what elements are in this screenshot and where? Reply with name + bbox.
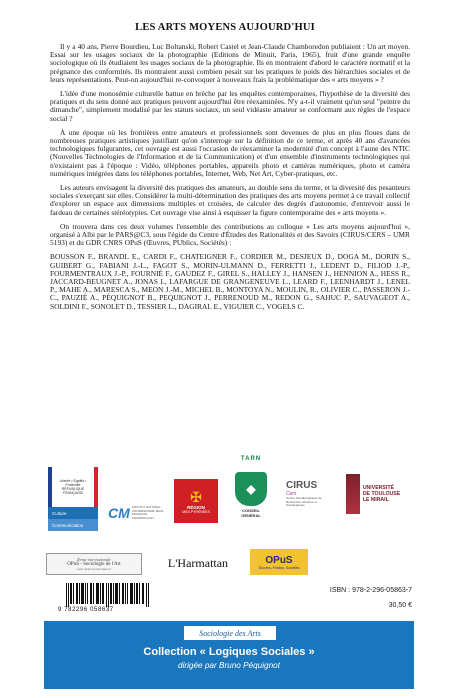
series-label: Sociologie des Arts: [199, 628, 261, 638]
rf-name: RÉPUBLIQUE FRANÇAISE: [61, 487, 85, 495]
harmattan-logo: [158, 551, 238, 575]
ut2-line3: LE MIRAIL: [362, 497, 389, 503]
region-midi-pyrenees-logo: [174, 479, 218, 523]
universite-toulouse-logo: [342, 469, 404, 519]
opus-sub: Œuvres, Publics, Sociétés: [258, 565, 300, 570]
region-line2: MIDI-PYRÉNÉES: [182, 509, 210, 514]
cirus-logo: [284, 471, 336, 517]
ut2-line1: UNIVERSITÉ: [362, 485, 394, 491]
conseil-line2: GÉNÉRAL: [241, 513, 261, 518]
revue-line2: OPuS - Sociologie de l'Art: [67, 562, 121, 567]
collection-name: Collection « Logiques Sociales »: [143, 646, 315, 658]
cirus-desc: Centre Interdisciplinaire de Recherche Urbaines et Sociologiques: [286, 496, 322, 508]
rf-motto: Liberté • Égalité • Fraternité: [59, 479, 87, 487]
institut-mark: CM: [108, 505, 130, 521]
opus-logo: [250, 549, 308, 575]
republique-francaise-logo: [48, 467, 98, 507]
conseil-line1: CONSEIL: [242, 508, 260, 513]
price: 30,50 €: [388, 602, 412, 609]
paragraph-ntic: À une époque où les frontières entre amateurs et professionnels sont devenues de plus en plus floues dans de nombreuses pratiques artistiques justifiant qu'on s'interroge sur la définition de ce terme, et après 40 ans d'avancées technologiques fulgurantes, cet ouvrage est aussi l'occasion de réexaminer la modernité d'un concept à l'aune des NTIC (Nouvelles Technologies de l'Information et de la Communication) et d'un ensemble d'instruments technologiques qui n'existaient pas à l'époque : Vidéo, téléphones portables, appareils photo et caméras numériques, photo et caméra numériques intégrées dans les téléphones portables, Internet, Web, Net Art, Cyber-pratiques, etc.: [50, 127, 410, 178]
barcode-bars: [66, 583, 150, 607]
authors-list: BOUSSON F., BRANDL E., CARDI F., CHATEIGNER F., CORDIER M., DESJEUX D., DOGA M., DORIN S., GUIBERT G., FABIANI J.-L., FAGOT S., MORIN-ULMANN D., FERRETTI J., LEDENT D., FILIOD J.-P., FOURMENTRAUX J.-P., FOURNIÉ F., GAUDEZ F., GIREL S., HALLEY J., HANSEN J., HENNION A., HESS R., JACCARD-BEUGNET A., JONAS I., LAFARGUE DE GRANGENEUVE L., LEARD F., LEENHARDT J., LENEL P., MAHE A., MARESCA S., MEON J.-M., MICHEL B., MONTOYA N., MOULIN, R., OLIVIER C., PASSERON J.-C., PAUZIÉ A., PÉQUIGNOT B., PEQUIGNOT J., PERRENOUD M., REDON G., SAHUC P., SAUVAGEOT A., SOLDINI F., SONOLET D., TESSIER L., DAGIRAL E., VIGUIER C., VOGELS C.: [50, 252, 410, 311]
tarn-label: TARN: [240, 456, 262, 462]
occitan-cross-icon: ✠: [190, 488, 202, 505]
culture-bar: Culture: [48, 507, 98, 519]
series-label-box: [184, 626, 276, 640]
book-title: LES ARTS MOYENS AUJOURD'HUI: [135, 22, 315, 33]
collection-director: dirigée par Bruno Péquignot: [178, 661, 280, 670]
communication-bar: Communication: [48, 519, 98, 531]
conseil-general-tarn-logo: [228, 465, 274, 525]
region-line1: RÉGION: [187, 504, 205, 510]
back-cover-text: [50, 43, 410, 311]
ut2-line2: DE TOULOUSE: [362, 491, 401, 497]
barcode-number: 9 782296 058637: [58, 607, 114, 613]
revue-opus-logo: [46, 553, 142, 575]
paragraph-diversite: Les auteurs envisagent la diversité des pratiques des amateurs, au double sens du terme, et la diversité des pesanteurs sociales s'exerçant sur elles. Considérer la multi-détermination des pratiques des arts moyens permet à ce travail collectif d'explorer un espace aux dimensions multiples et croisées, de calculer des degrés d'autonomie, d'entrevoir aussi le fardeau de certaines stéréotypies. Cet ouvrage vise ainsi à esquisser la figure contemporaine des « arts moyens ».: [50, 183, 410, 217]
revue-line3: www.editions-harmattan.fr: [76, 567, 112, 571]
cirus-name: CIRUS: [286, 480, 318, 492]
revue-line1: Revue internationale: [77, 557, 111, 562]
institut-champollion-logo: [108, 501, 166, 525]
tarn-shield-icon: ◆: [235, 472, 267, 506]
paragraph-colloque: On trouvera dans ces deux volumes l'ensemble des contributions au colloque « Les arts moyens aujourd'hui », organisé à Albi par le PARS@C3, sous l'égide du Centre d'Études des Rationalités et des Savoirs (CIRUS/CERS – UMR 5193) et du GDR CNRS OPuS (Œuvres, PUblics, Sociétés) :: [50, 221, 410, 248]
ut2-emblem-icon: [346, 474, 360, 514]
partner-logos: [44, 455, 414, 575]
opus-name: OPuS: [265, 554, 293, 566]
isbn: ISBN : 978-2-296-05863-7: [329, 587, 412, 594]
harmattan-name: L'Harmattan: [167, 555, 229, 570]
paragraph-intro: Il y a 40 ans, Pierre Bourdieu, Luc Boltanski, Robert Castel et Jean-Claude Chamboredon publiaient : Un art moyen. Essai sur les usages sociaux de la photographie (Editions de Minuit, Paris, 1965), fruit d'une grande enquête sociologique où ils étudiaient les usages sociaux de la photographie. Ils en montraient d'abord le caractère normatif et la prégnance des conformités. Ils montraient aussi combien pesait sur les pratiques le poids des hiérarchies sociales et de leurs représentations. Peut-on aujourd'hui re-convoquer à nouveaux frais la problématique des « arts moyens » ?: [50, 42, 410, 84]
barcode: [58, 583, 154, 615]
cirus-sub: Cers: [286, 491, 297, 498]
paragraph-monosemie: L'idée d'une monosémie culturelle battue en brèche par les enquêtes contemporaines, l'hypothèse de la diversité des pratiques et du sens donné aux pratiques peuvent aujourd'hui être réexaminées. N'y a-t-il vraiment qu'un seul "peintre du dimanche", simplement modalisé par les statuts sociaux, un seul vidéaste amateur se conformant aux règles de l'espace social ?: [50, 89, 410, 123]
institut-text: INSTITUT NATIONAL UNIVERSITAIRE JEAN-FRANÇOIS CHAMPOLLION: [131, 505, 165, 520]
collection-banner: [44, 621, 414, 689]
